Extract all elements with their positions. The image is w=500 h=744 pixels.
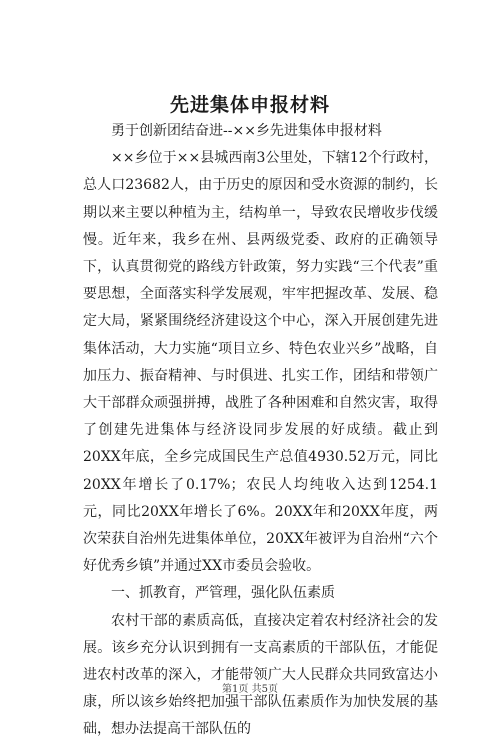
subtitle-paragraph: 勇于创新团结奋进--××乡先进集体申报材料 bbox=[111, 123, 382, 139]
body-paragraph: 农村干部的素质高低，直接决定着农村经济社会的发展。该乡充分认识到拥有一支高素质的干部队伍，才能促进农村改革的深入，才能带领广大人民群众共同致富达小康，所以该乡始终把加强干部队伍素质作为加快发展的基础，想办法提高干部队伍的 bbox=[83, 612, 438, 738]
page-number-footer: 第1页 共5页 bbox=[222, 684, 278, 695]
section-heading: 一、抓教育，严管理，强化队伍素质 bbox=[111, 585, 335, 602]
document-title: 先进集体申报材料 bbox=[169, 94, 330, 116]
document-body bbox=[83, 118, 438, 744]
intro-paragraph: ××乡位于××县城西南3公里处，下辖12个行政村，总人口23682人，由于历史的原因和受水资源的制约，长期以来主要以种植为主，结构单一，导致农民增收步伐缓慢。近年来，我乡在州、县两级党委、政府的正确领导下，认真贯彻党的路线方针政策，努力实践“三个代表”重要思想，全面落实科学发展观，牢牢把握改革、发展、稳定大局，紧紧围绕经济建设这个中心，深入开展创建先进集体活动，大力实施“项目立乡、特色农业兴乡”战略，自加压力、振奋精神、与时俱进、扎实工作，团结和带领广大干部群众顽强拼搏，战胜了各种困难和自然灾害，取得了创建先进集体与经济设同步发展的好成绩。截止到20XX年底，全乡完成国民生产总值4930.52万元，同比20XX年增长了0.17%；农民人均纯收入达到1254.1元，同比20XX年增长了6%。20XX年和20XX年度，两次荣获自治州先进集体单位，20XX年被评为自治州“六个好优秀乡镇”并通过XX市委员会验收。 bbox=[83, 150, 438, 575]
